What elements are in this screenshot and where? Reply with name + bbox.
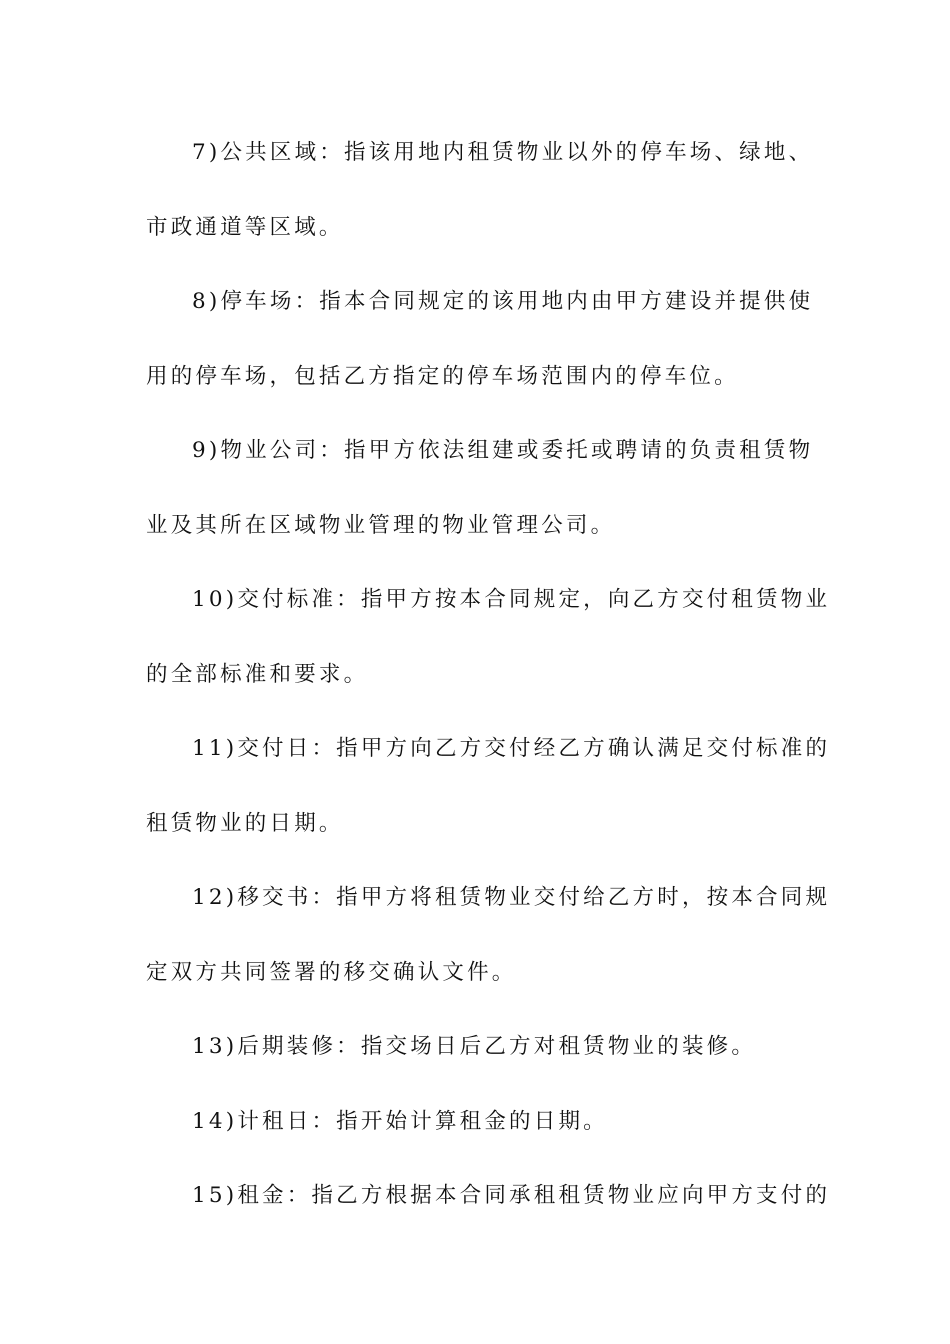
definition-8-line-1: 8)停车场：指本合同规定的该用地内由甲方建设并提供使	[192, 289, 814, 314]
definition-10-line-1: 10)交付标准：指甲方按本合同规定，向乙方交付租赁物业	[192, 587, 831, 612]
definition-7-line-1: 7)公共区域：指该用地内租赁物业以外的停车场、绿地、	[192, 140, 814, 165]
definition-12-line-2: 定双方共同签署的移交确认文件。	[146, 959, 517, 985]
definition-14: 14)计租日：指开始计算租金的日期。	[192, 1108, 608, 1134]
definition-7-line-2: 市政通道等区域。	[146, 214, 344, 240]
definition-12-line-1: 12)移交书：指甲方将租赁物业交付给乙方时，按本合同规	[192, 885, 831, 910]
definition-11-line-1: 11)交付日：指甲方向乙方交付经乙方确认满足交付标准的	[192, 736, 831, 761]
definition-8-line-2: 用的停车场，包括乙方指定的停车场范围内的停车位。	[146, 363, 739, 389]
definition-11-line-2: 租赁物业的日期。	[146, 810, 344, 836]
definition-9-line-2: 业及其所在区域物业管理的物业管理公司。	[146, 512, 616, 538]
definition-9-line-1: 9)物业公司：指甲方依法组建或委托或聘请的负责租赁物	[192, 438, 814, 463]
contract-definitions-text	[146, 129, 831, 1247]
definition-13: 13)后期装修：指交场日后乙方对租赁物业的装修。	[192, 1034, 757, 1059]
definition-15-line-1: 15)租金：指乙方根据本合同承租租赁物业应向甲方支付的	[192, 1183, 831, 1208]
definition-10-line-2: 的全部标准和要求。	[146, 661, 369, 687]
